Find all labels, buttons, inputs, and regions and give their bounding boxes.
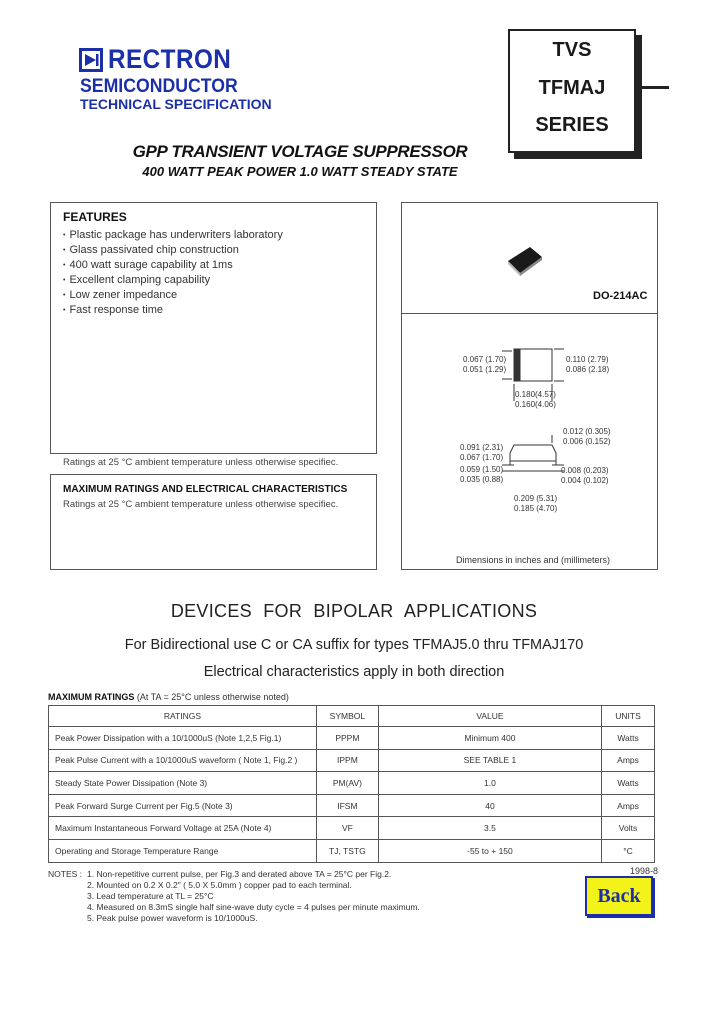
table-row: [49, 727, 655, 750]
value-cell: 1.0: [378, 772, 601, 795]
note-item: 4. Measured on 8.3mS single half sine-wave duty cycle = 4 pulses per minute maximum.: [87, 902, 420, 912]
unit-cell: Watts: [602, 772, 655, 795]
rectron-logo-icon: [79, 48, 103, 72]
column-header: UNITS: [602, 706, 655, 727]
dim-label: 0.059 (1.50): [460, 465, 504, 474]
series-box: [508, 29, 636, 153]
rating-cell: Peak Power Dissipation with a 10/1000uS (Note 1,2,5 Fig.1): [49, 727, 317, 750]
table-row: [49, 772, 655, 795]
symbol-cell: IPPM: [316, 749, 378, 772]
dim-label: 0.209 (5.31): [514, 494, 558, 503]
feature-item: • Low zener impedance: [63, 288, 283, 303]
dim-label: 0.180(4.57): [515, 390, 556, 399]
dim-label: 0.086 (2.18): [566, 365, 610, 374]
features-list: [63, 228, 283, 318]
unit-cell: °C: [602, 839, 655, 862]
table-row: [49, 839, 655, 862]
max-ratings-table: [48, 705, 655, 863]
dim-label: 0.012 (0.305): [563, 427, 611, 436]
dim-label: 0.008 (0.203): [561, 466, 609, 475]
decorative-bar: [641, 86, 669, 89]
revision-date: 1998-8: [630, 866, 659, 876]
symbol-cell: IFSM: [316, 794, 378, 817]
feature-item: • Glass passivated chip construction: [63, 243, 283, 258]
series-line-2: TFMAJ: [538, 77, 606, 99]
table-header-row: [49, 706, 655, 727]
note-item: 3. Lead temperature at TL = 25°C: [87, 891, 214, 901]
rating-cell: Steady State Power Dissipation (Note 3): [49, 772, 317, 795]
note-item: 2. Mounted on 0.2 X 0.2" ( 5.0 X 5.0mm ) copper pad to each terminal.: [87, 880, 352, 890]
dim-label: 0.067 (1.70): [463, 355, 507, 364]
notes-list: [87, 869, 420, 924]
brand-tagline: TECHNICAL SPECIFICATION: [80, 96, 272, 112]
series-line-1: TVS: [552, 39, 592, 61]
column-header: SYMBOL: [316, 706, 378, 727]
unit-cell: Volts: [602, 817, 655, 840]
dimensions-caption: Dimensions in inches and (millimeters): [456, 555, 611, 565]
feature-item: • 400 watt surage capability at 1ms: [63, 258, 283, 273]
side-view-outline: [502, 435, 564, 471]
bipolar-text-1: For Bidirectional use C or CA suffix for types TFMAJ5.0 thru TFMAJ170: [124, 637, 584, 653]
max-ratings-heading: MAXIMUM RATINGS AND ELECTRICAL CHARACTERISTICS: [63, 484, 348, 495]
ambient-note: Ratings at 25 °C ambient temperature unless otherwise specifiec.: [63, 457, 339, 468]
bipolar-heading: DEVICES FOR BIPOLAR APPLICATIONS: [170, 601, 538, 621]
table-caption-rest: (At TA = 25°C unless otherwise noted): [134, 692, 289, 702]
value-cell: 3.5: [378, 817, 601, 840]
dim-label: 0.185 (4.70): [514, 504, 558, 513]
brand-name: RECTRON: [108, 44, 232, 74]
notes-label: NOTES :: [48, 869, 83, 879]
series-line-3: SERIES: [535, 114, 609, 136]
rating-cell: Maximum Instantaneous Forward Voltage at 25A (Note 4): [49, 817, 317, 840]
table-row: [49, 817, 655, 840]
rating-cell: Peak Pulse Current with a 10/1000uS waveform ( Note 1, Fig.2 ): [49, 749, 317, 772]
dim-label: 0.110 (2.79): [566, 355, 609, 364]
feature-item: • Excellent clamping capability: [63, 273, 283, 288]
back-button[interactable]: Back: [585, 876, 653, 916]
dim-label: 0.004 (0.102): [561, 476, 609, 485]
rating-cell: Peak Forward Surge Current per Fig.5 (Note 3): [49, 794, 317, 817]
table-caption: [48, 692, 289, 702]
bipolar-text-2: Electrical characteristics apply in both direction: [203, 664, 505, 680]
table-caption-bold: MAXIMUM RATINGS: [48, 692, 135, 702]
value-cell: SEE TABLE 1: [378, 749, 601, 772]
brand-subtitle: SEMICONDUCTOR: [80, 76, 238, 97]
column-header: RATINGS: [49, 706, 317, 727]
package-name: DO-214AC: [593, 290, 648, 302]
document-subtitle: 400 WATT PEAK POWER 1.0 WATT STEADY STATE: [142, 164, 458, 179]
dim-label: 0.035 (0.88): [460, 475, 504, 484]
dim-label: 0.006 (0.152): [563, 437, 611, 446]
value-cell: 40: [378, 794, 601, 817]
table-row: [49, 749, 655, 772]
symbol-cell: PPPM: [316, 727, 378, 750]
feature-item: • Plastic package has underwriters laboratory: [63, 228, 283, 243]
dim-label: 0.051 (1.29): [463, 365, 507, 374]
feature-item: • Fast response time: [63, 303, 283, 318]
rating-cell: Operating and Storage Temperature Range: [49, 839, 317, 862]
symbol-cell: PM(AV): [316, 772, 378, 795]
symbol-cell: TJ, TSTG: [316, 839, 378, 862]
dim-label: 0.067 (1.70): [460, 453, 504, 462]
unit-cell: Watts: [602, 727, 655, 750]
note-item: 5. Peak pulse power waveform is 10/1000uS.: [87, 913, 258, 923]
unit-cell: Amps: [602, 749, 655, 772]
column-header: VALUE: [378, 706, 601, 727]
dim-label: 0.160(4.06): [515, 400, 556, 409]
table-row: [49, 794, 655, 817]
value-cell: -55 to + 150: [378, 839, 601, 862]
max-ratings-note: Ratings at 25 °C ambient temperature unless otherwise specifiec.: [63, 499, 339, 510]
package-3d-icon: [508, 247, 542, 276]
symbol-cell: VF: [316, 817, 378, 840]
note-item: 1. Non-repetitive current pulse, per Fig.3 and derated above TA = 25°C per Fig.2.: [87, 869, 392, 879]
dim-label: 0.091 (2.31): [460, 443, 504, 452]
document-title: GPP TRANSIENT VOLTAGE SUPPRESSOR: [132, 142, 468, 161]
value-cell: Minimum 400: [378, 727, 601, 750]
unit-cell: Amps: [602, 794, 655, 817]
features-heading: FEATURES: [63, 210, 127, 224]
